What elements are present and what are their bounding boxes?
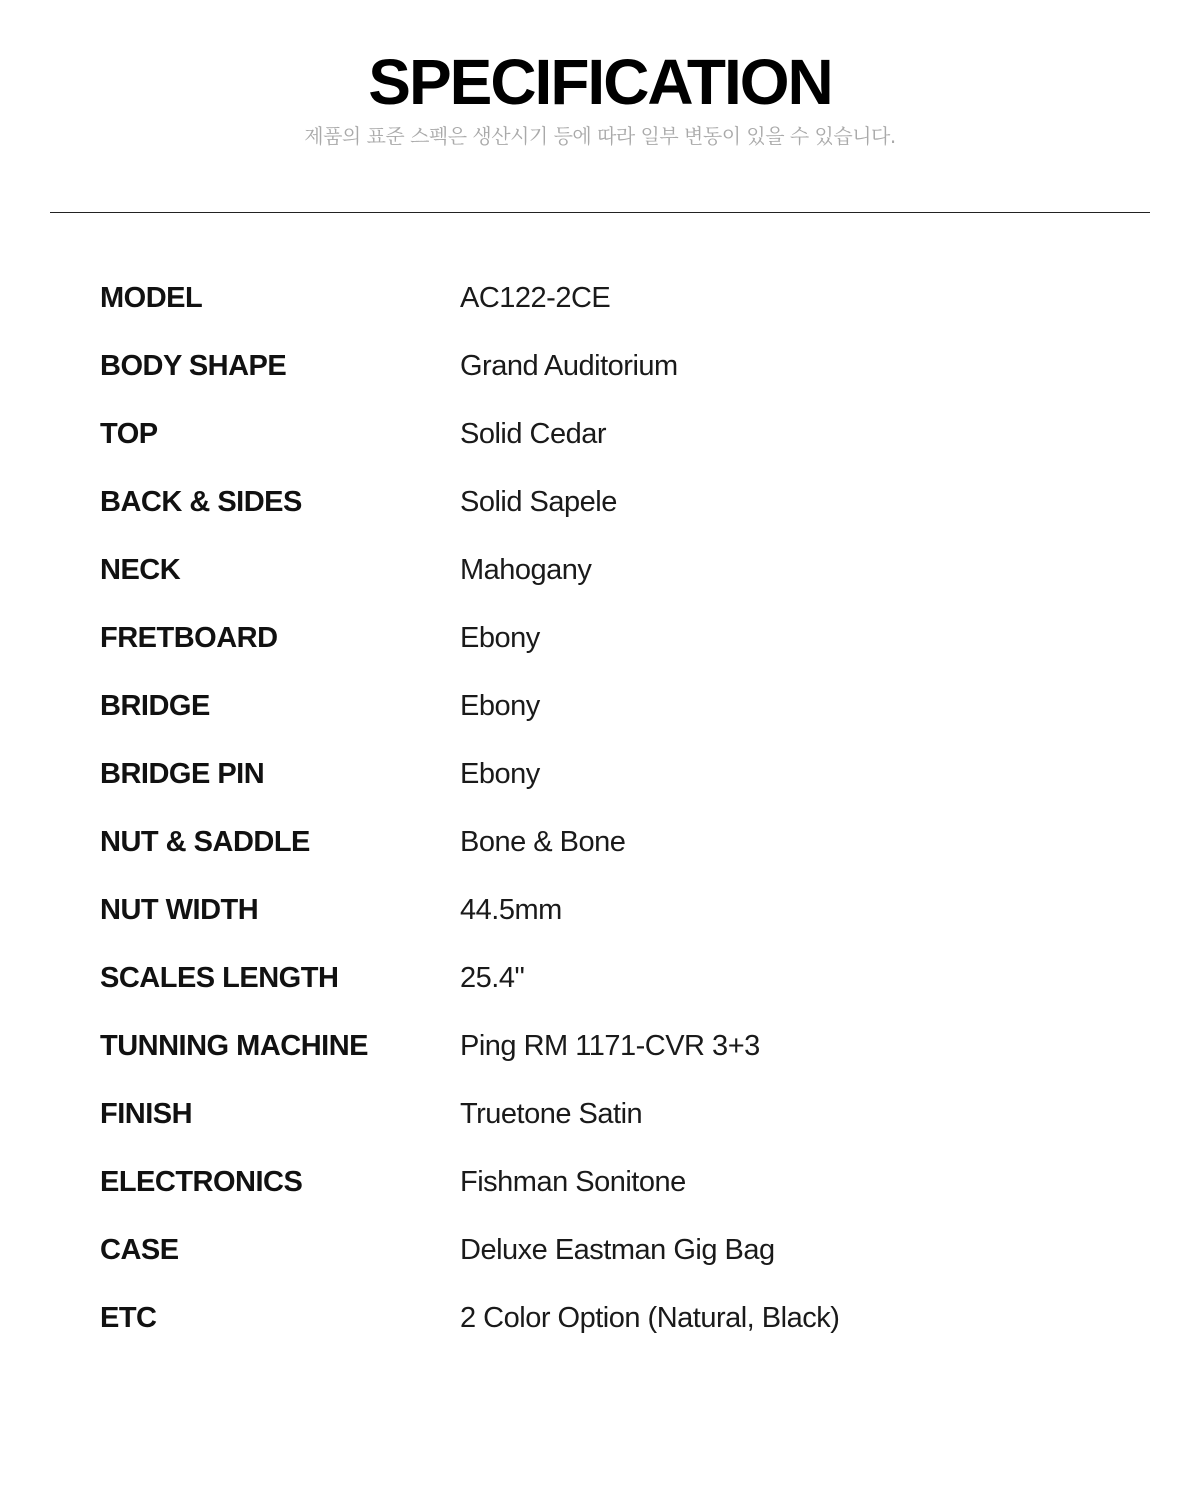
- spec-value: Mahogany: [460, 553, 592, 586]
- spec-value: AC122-2CE: [460, 281, 611, 314]
- page-title: SPECIFICATION: [368, 46, 832, 118]
- spec-value: 2 Color Option (Natural, Black): [460, 1301, 840, 1334]
- spec-table: [100, 264, 1100, 1352]
- spec-row-finish: [100, 1080, 1100, 1148]
- spec-label: NECK: [100, 553, 181, 586]
- spec-row-model: [100, 264, 1100, 332]
- spec-value: Ebony: [460, 757, 540, 790]
- spec-row-fretboard: [100, 604, 1100, 672]
- spec-row-case: [100, 1216, 1100, 1284]
- spec-row-electronics: [100, 1148, 1100, 1216]
- spec-label: BRIDGE: [100, 689, 210, 722]
- header-divider: [50, 212, 1150, 213]
- spec-row-back-sides: [100, 468, 1100, 536]
- page-subtitle: 제품의 표준 스펙은 생산시기 등에 따라 일부 변동이 있을 수 있습니다.: [304, 124, 896, 148]
- spec-value: Ping RM 1171-CVR 3+3: [460, 1029, 760, 1062]
- spec-row-scales-length: [100, 944, 1100, 1012]
- spec-row-tunning-machine: [100, 1012, 1100, 1080]
- spec-label: ETC: [100, 1301, 157, 1334]
- spec-label: FRETBOARD: [100, 621, 278, 654]
- spec-label: TUNNING MACHINE: [100, 1029, 368, 1062]
- spec-value: Ebony: [460, 689, 540, 722]
- spec-row-body-shape: [100, 332, 1100, 400]
- spec-row-nut-width: [100, 876, 1100, 944]
- spec-row-neck: [100, 536, 1100, 604]
- spec-value: Deluxe Eastman Gig Bag: [460, 1233, 775, 1266]
- spec-value: Fishman Sonitone: [460, 1165, 686, 1198]
- spec-value: 44.5mm: [460, 893, 562, 926]
- spec-label: FINISH: [100, 1097, 193, 1130]
- spec-row-bridge-pin: [100, 740, 1100, 808]
- spec-label: BODY SHAPE: [100, 349, 287, 382]
- spec-row-nut-saddle: [100, 808, 1100, 876]
- spec-value: Bone & Bone: [460, 825, 626, 858]
- spec-row-bridge: [100, 672, 1100, 740]
- spec-label: SCALES LENGTH: [100, 961, 339, 994]
- spec-label: BRIDGE PIN: [100, 757, 265, 790]
- spec-label: TOP: [100, 417, 158, 450]
- spec-label: NUT WIDTH: [100, 893, 259, 926]
- spec-header: [0, 46, 1200, 150]
- spec-row-etc: [100, 1284, 1100, 1352]
- spec-label: MODEL: [100, 281, 203, 314]
- spec-label: CASE: [100, 1233, 179, 1266]
- spec-value: Truetone Satin: [460, 1097, 643, 1130]
- spec-label: ELECTRONICS: [100, 1165, 303, 1198]
- spec-label: NUT & SADDLE: [100, 825, 310, 858]
- spec-label: BACK & SIDES: [100, 485, 302, 518]
- spec-value: 25.4": [460, 961, 525, 994]
- spec-value: Grand Auditorium: [460, 349, 678, 382]
- spec-value: Solid Cedar: [460, 417, 607, 450]
- spec-row-top: [100, 400, 1100, 468]
- spec-value: Ebony: [460, 621, 540, 654]
- spec-value: Solid Sapele: [460, 485, 617, 518]
